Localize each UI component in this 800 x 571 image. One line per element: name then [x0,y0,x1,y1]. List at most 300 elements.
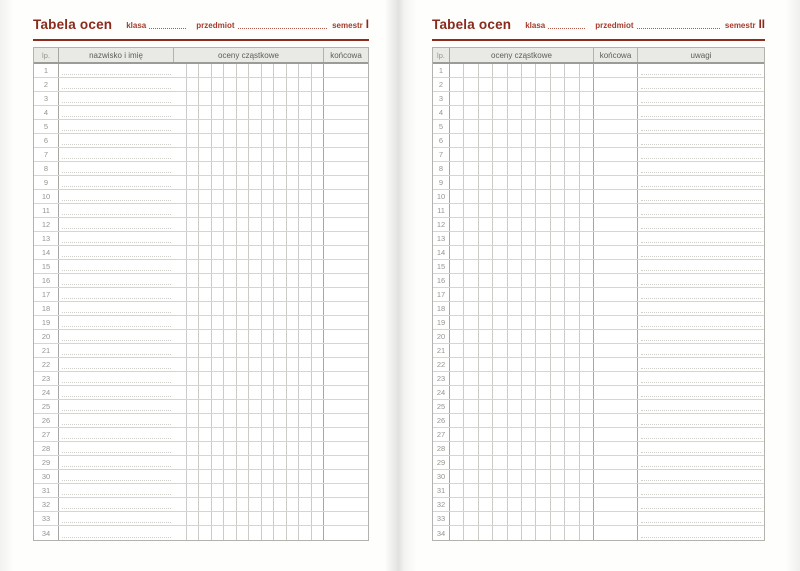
grade-cell [287,120,300,133]
row-number: 28 [433,442,450,455]
grade-cell [479,330,493,343]
grade-cell [212,162,225,175]
grade-cell [187,442,200,455]
grade-cell [287,78,300,91]
grade-cell [580,176,593,189]
grade-cell [299,526,312,540]
grade-cell [174,260,187,273]
grade-cell [580,484,593,497]
final-cell [324,148,368,161]
grade-cell [249,190,262,203]
grade-cell [522,372,536,385]
row-number: 31 [34,484,59,497]
final-cell [594,162,638,175]
grade-cell [287,64,300,77]
grade-cell [262,260,275,273]
name-cell [59,148,174,161]
table-row [34,400,368,414]
grade-cell [224,344,237,357]
grade-cell [224,246,237,259]
partial-grades-cells [450,316,594,329]
uwagi-cell [638,92,764,105]
grade-cell [536,148,550,161]
grade-cell [187,470,200,483]
semester-label: semestr [332,21,363,31]
final-cell [594,106,638,119]
table-row [433,260,764,274]
grade-cell [580,456,593,469]
grade-cell [299,162,312,175]
partial-grades-cells [450,162,594,175]
partial-grades-cells [450,218,594,231]
partial-grades-cells [174,148,324,161]
grade-cell [212,190,225,203]
table-row [34,274,368,288]
table-row [433,302,764,316]
grade-cell [212,204,225,217]
grade-cell [262,470,275,483]
grade-cell [312,372,324,385]
grade-cell [174,484,187,497]
grade-cell [580,512,593,525]
row-number: 10 [433,190,450,203]
grade-cell [187,204,200,217]
grade-cell [237,470,250,483]
grade-cell [493,64,507,77]
partial-grades-cells [450,330,594,343]
grade-cell [174,120,187,133]
row-number: 31 [433,484,450,497]
name-cell [59,442,174,455]
grade-cell [508,148,522,161]
grade-cell [450,176,464,189]
grade-cell [187,302,200,315]
semester-label: semestr [724,21,756,31]
grade-cell [479,288,493,301]
uwagi-cell [638,274,764,287]
grade-cell [312,400,324,413]
grade-cell [565,134,579,147]
column-header-grades: oceny cząstkowe [174,48,324,62]
grade-cell [450,134,464,147]
grade-cell [493,484,507,497]
grade-cell [299,344,312,357]
grade-cell [199,386,212,399]
grade-cell [522,330,536,343]
uwagi-cell [638,218,764,231]
grade-cell [212,372,225,385]
grade-cell [212,526,225,540]
grade-cell [493,148,507,161]
grade-cell [464,274,478,287]
uwagi-cell [638,106,764,119]
name-cell [59,386,174,399]
grade-cell [536,134,550,147]
uwagi-cell [638,120,764,133]
grade-cell [249,414,262,427]
grade-cell [464,190,478,203]
final-cell [324,526,368,540]
class-label: klasa [126,21,147,31]
grade-cell [551,218,565,231]
grade-cell [551,106,565,119]
grade-cell [237,204,250,217]
grade-cell [187,484,200,497]
final-cell [324,218,368,231]
name-cell [59,92,174,105]
grade-cell [565,190,579,203]
grade-cell [199,358,212,371]
grade-cell [464,330,478,343]
grade-cell [312,498,324,511]
row-number: 22 [34,358,59,371]
grade-cell [522,260,536,273]
row-number: 9 [433,176,450,189]
grade-cell [479,372,493,385]
grade-cell [508,498,522,511]
final-cell [594,78,638,91]
final-cell [324,428,368,441]
table-row [433,456,764,470]
grade-cell [493,106,507,119]
grade-cell [199,428,212,441]
table-row [34,414,368,428]
grade-cell [174,330,187,343]
grade-cell [237,484,250,497]
table-row [34,218,368,232]
grade-cell [199,120,212,133]
column-header-final: końcowa [330,50,362,60]
table-header-row [34,48,368,64]
grade-cell [224,120,237,133]
table-row [433,162,764,176]
grade-cell [262,64,275,77]
grade-cell [249,456,262,469]
table-row [34,358,368,372]
grade-cell [237,148,250,161]
grade-cell [262,92,275,105]
grade-cell [237,302,250,315]
grade-cell [450,274,464,287]
grade-cell [522,344,536,357]
grade-cell [580,260,593,273]
grade-cell [312,78,324,91]
grade-cell [199,288,212,301]
grade-cell [551,484,565,497]
grade-cell [287,162,300,175]
masthead-rule [33,39,369,41]
row-number: 32 [34,498,59,511]
row-number: 15 [433,260,450,273]
grade-cell [249,246,262,259]
grade-cell [187,400,200,413]
grade-cell [287,442,300,455]
final-cell [324,414,368,427]
grade-cell [174,92,187,105]
final-cell [594,190,638,203]
grade-cell [551,148,565,161]
grade-cell [212,78,225,91]
partial-grades-cells [174,386,324,399]
grade-cell [493,526,507,540]
grade-cell [262,274,275,287]
grade-cell [274,344,287,357]
name-cell [59,498,174,511]
grade-cell [187,246,200,259]
grade-cell [312,330,324,343]
grade-cell [249,330,262,343]
grade-cell [299,372,312,385]
grade-cell [262,190,275,203]
grade-cell [522,386,536,399]
table-row [34,134,368,148]
uwagi-cell [638,190,764,203]
grade-cell [312,302,324,315]
grade-cell [262,428,275,441]
partial-grades-cells [174,246,324,259]
grade-cell [199,260,212,273]
table-row [433,470,764,484]
grade-cell [580,400,593,413]
row-number: 12 [34,218,59,231]
grade-cell [174,246,187,259]
grade-cell [522,232,536,245]
grade-cell [551,162,565,175]
grade-cell [299,330,312,343]
grade-cell [551,274,565,287]
grade-cell [450,260,464,273]
grade-cell [224,484,237,497]
partial-grades-cells [174,260,324,273]
final-cell [324,288,368,301]
page-masthead [432,15,765,31]
grade-cell [262,484,275,497]
grade-cell [299,428,312,441]
grade-cell [536,232,550,245]
grade-cell [299,358,312,371]
grade-cell [174,456,187,469]
grade-cell [450,330,464,343]
grade-cell [493,232,507,245]
grade-cell [464,64,478,77]
grade-cell [299,414,312,427]
grade-cell [212,134,225,147]
grade-cell [199,456,212,469]
grade-cell [508,260,522,273]
grade-cell [299,400,312,413]
partial-grades-cells [450,526,594,540]
grade-cell [212,316,225,329]
grade-cell [237,330,250,343]
grade-cell [199,330,212,343]
table-row [433,64,764,78]
final-cell [594,64,638,77]
table-row [34,78,368,92]
grade-cell [479,470,493,483]
final-cell [594,526,638,540]
grade-cell [274,414,287,427]
grade-cell [551,400,565,413]
grade-cell [312,64,324,77]
page-edge-shadow-left [0,0,14,571]
grade-cell [224,92,237,105]
grade-cell [237,218,250,231]
grade-cell [522,470,536,483]
grade-cell [249,358,262,371]
grade-cell [493,246,507,259]
table-row [34,92,368,106]
grade-cell [536,400,550,413]
grade-cell [580,190,593,203]
table-row [34,456,368,470]
grade-cell [199,400,212,413]
grade-cell [249,92,262,105]
partial-grades-cells [174,274,324,287]
grade-cell [508,134,522,147]
row-number: 19 [433,316,450,329]
grade-cell [565,246,579,259]
grade-cell [299,92,312,105]
table-row [433,498,764,512]
grade-cell [522,218,536,231]
row-number: 13 [433,232,450,245]
grade-cell [299,274,312,287]
grade-cell [522,512,536,525]
grade-cell [493,302,507,315]
partial-grades-cells [174,120,324,133]
grade-cell [508,470,522,483]
partial-grades-cells [174,358,324,371]
grade-cell [199,64,212,77]
grade-cell [312,288,324,301]
grade-cell [450,358,464,371]
partial-grades-cells [174,344,324,357]
grade-cell [174,386,187,399]
grade-cell [522,246,536,259]
grade-table [432,47,765,541]
grade-cell [299,302,312,315]
grade-cell [508,386,522,399]
uwagi-cell [638,176,764,189]
grade-cell [237,400,250,413]
grade-cell [299,288,312,301]
grade-cell [224,204,237,217]
grade-cell [565,232,579,245]
grade-cell [224,400,237,413]
grade-cell [522,484,536,497]
partial-grades-cells [450,372,594,385]
grade-cell [212,148,225,161]
grade-cell [274,288,287,301]
grade-cell [237,414,250,427]
grade-cell [551,344,565,357]
grade-cell [187,428,200,441]
uwagi-cell [638,148,764,161]
grade-cell [551,358,565,371]
grade-cell [274,78,287,91]
table-row [433,400,764,414]
grade-cell [287,134,300,147]
column-header-final: końcowa [594,48,638,62]
grade-cell [274,330,287,343]
grade-cell [464,162,478,175]
grade-cell [187,64,200,77]
grade-cell [464,78,478,91]
name-cell [59,330,174,343]
grade-cell [551,512,565,525]
final-cell [324,176,368,189]
table-row [34,470,368,484]
table-row [34,162,368,176]
grade-cell [551,134,565,147]
grade-cell [237,106,250,119]
grade-cell [580,64,593,77]
partial-grades-cells [450,232,594,245]
partial-grades-cells [450,92,594,105]
partial-grades-cells [174,498,324,511]
grade-cell [580,344,593,357]
grade-cell [187,176,200,189]
partial-grades-cells [174,64,324,77]
final-cell [324,204,368,217]
grade-cell [536,372,550,385]
grade-cell [522,442,536,455]
grade-cell [479,302,493,315]
grade-cell [224,218,237,231]
grade-cell [479,442,493,455]
partial-grades-cells [174,316,324,329]
partial-grades-cells [450,78,594,91]
grade-cell [580,442,593,455]
uwagi-cell [638,78,764,91]
uwagi-cell [638,442,764,455]
grade-cell [450,386,464,399]
grade-cell [287,204,300,217]
grade-cell [508,358,522,371]
grade-cell [174,64,187,77]
grade-cell [493,400,507,413]
grade-cell [536,162,550,175]
grade-cell [493,120,507,133]
grade-cell [479,400,493,413]
grade-cell [224,148,237,161]
grade-cell [479,414,493,427]
row-number: 21 [34,344,59,357]
grade-cell [312,232,324,245]
grade-cell [212,512,225,525]
final-cell [594,428,638,441]
grade-cell [551,176,565,189]
grade-cell [565,92,579,105]
grade-cell [237,358,250,371]
grade-cell [580,316,593,329]
grade-cell [274,428,287,441]
table-row [433,372,764,386]
grade-cell [224,386,237,399]
final-cell [324,120,368,133]
grade-cell [249,372,262,385]
grade-cell [450,78,464,91]
grade-cell [450,190,464,203]
name-cell [59,414,174,427]
grade-cell [508,456,522,469]
grade-cell [199,162,212,175]
grade-cell [508,246,522,259]
grade-cell [464,316,478,329]
grade-cell [224,288,237,301]
grade-cell [493,470,507,483]
table-row [433,288,764,302]
